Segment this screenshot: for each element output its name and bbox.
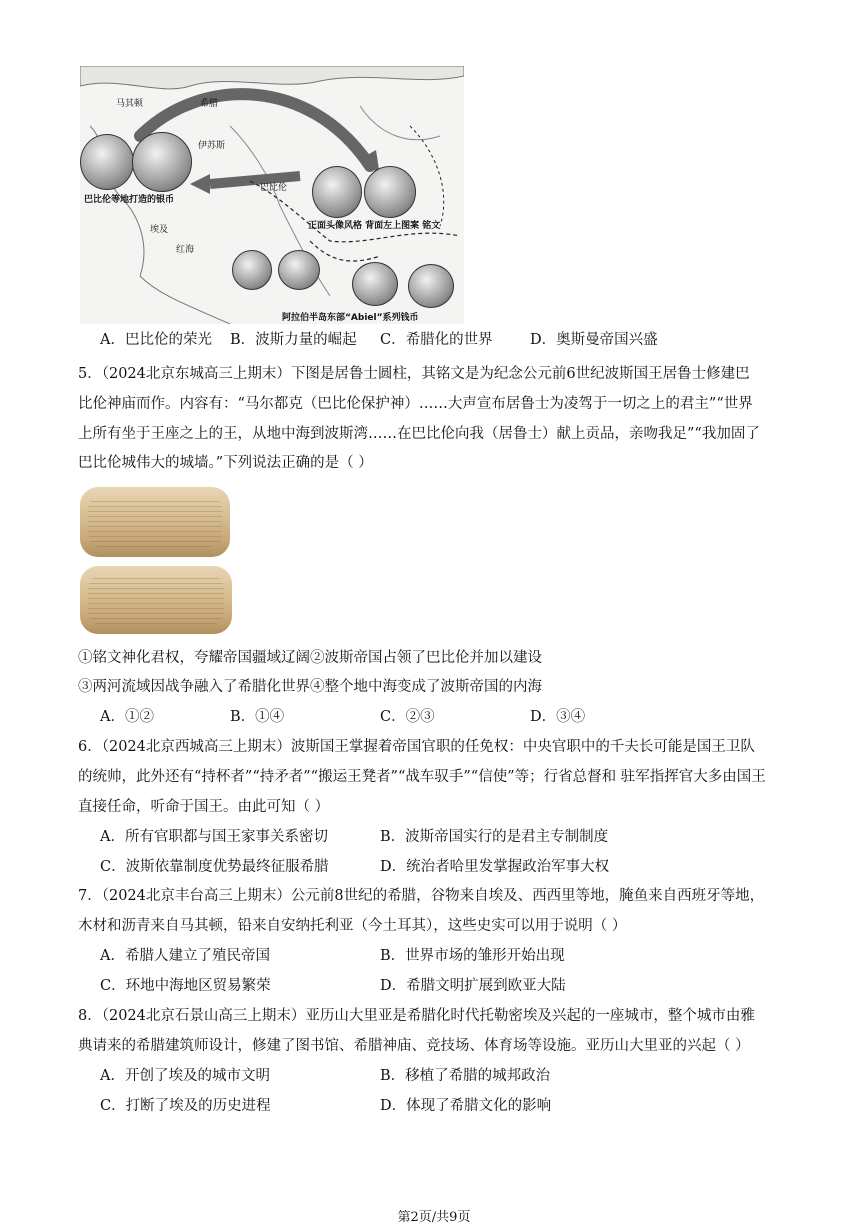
- cyrus-cylinder-top-image: [80, 487, 230, 557]
- q5-option-d: D．③④: [530, 709, 586, 725]
- q8-line-1: 8．（2024北京石景山高三上期末）亚历山大里亚是希腊化时代托勒密埃及兴起的一座城市，整个城市由雅: [78, 1008, 755, 1024]
- q5-line-1: 5．（2024北京东城高三上期末）下图是居鲁士圆柱，其铭文是为纪念公元前6世纪波斯国王居鲁士修建巴: [78, 366, 750, 382]
- persian-greek-coin-map: [80, 66, 464, 324]
- q7-line-1: 7．（2024北京丰台高三上期末）公元前8世纪的希腊，谷物来自埃及、西西里等地，腌鱼来自西班牙等地，: [78, 888, 765, 904]
- map-caption-babylon-coins: 巴比伦等地打造的银币: [84, 195, 175, 205]
- q6-option-c: C．波斯依靠制度优势最终征服希腊: [100, 859, 329, 875]
- coin-abiel-2: [278, 250, 320, 290]
- q5-statement-2: ③两河流域因战争融入了希腊化世界④整个地中海变成了波斯帝国的内海: [78, 679, 542, 695]
- q7-option-b: B．世界市场的雏形开始出现: [380, 948, 565, 964]
- q5-option-a: A．①②: [100, 709, 154, 725]
- q6-line-3: 直接任命，听命于国王。由此可知（ ）: [78, 799, 330, 815]
- q5-line-4: 巴比伦城伟大的城墙。”下列说法正确的是（ ）: [78, 455, 373, 471]
- coin-zeus-seated: [132, 132, 192, 192]
- q5-option-b: B．①④: [230, 709, 285, 725]
- q5-line-3: 上所有坐于王座之上的王，从地中海到波斯湾……在巴比伦向我（居鲁士）献上贡品，亲吻我足”“我加固了: [78, 426, 760, 442]
- q8-option-b: B．移植了希腊的城邦政治: [380, 1068, 551, 1084]
- q5-option-c: C．②③: [380, 709, 435, 725]
- coin-abiel-4: [408, 264, 454, 308]
- q7-line-2: 木材和沥青来自马其顿，铅来自安纳托利亚（今土耳其），这些史实可以用于说明（ ）: [78, 918, 627, 934]
- q7-option-d: D．希腊文明扩展到欧亚大陆: [380, 978, 566, 994]
- map-caption-abiel-coins: 阿拉伯半岛东部“Abiel”系列钱币: [282, 313, 419, 323]
- q4-option-a: A．巴比伦的荣光: [100, 332, 212, 348]
- map-label-issus: 伊苏斯: [198, 141, 226, 151]
- q8-option-a: A．开创了埃及的城市文明: [100, 1068, 270, 1084]
- coin-abiel-3: [352, 262, 398, 306]
- q8-option-c: C．打断了埃及的历史进程: [100, 1098, 271, 1114]
- map-label-babylon: 巴比伦: [260, 183, 288, 193]
- q6-line-2: 的统帅，此外还有“持杯者”“持矛者”“搬运王凳者”“战车驭手”“信使”等；行省总督和 驻军指挥官大多由国王: [78, 769, 766, 785]
- map-caption-coin-parts: 正面头像风格 背面左上图案 铭文: [308, 221, 441, 231]
- coin-back-seated: [364, 166, 416, 218]
- q6-option-b: B．波斯帝国实行的是君主专制制度: [380, 829, 609, 845]
- map-label-macedonia: 马其顿: [116, 99, 144, 109]
- q7-option-c: C．环地中海地区贸易繁荣: [100, 978, 271, 994]
- page-number-footer: 第2页/共9页: [397, 1210, 471, 1225]
- q8-line-2: 典请来的希腊建筑师设计，修建了图书馆、希腊神庙、竞技场、体育场等设施。亚历山大里亚的兴起（ ）: [78, 1038, 750, 1054]
- coin-abiel-1: [232, 250, 272, 290]
- q4-option-c: C．希腊化的世界: [380, 332, 493, 348]
- q6-line-1: 6．（2024北京西城高三上期末）波斯国王掌握着帝国官职的任免权：中央官职中的千夫长可能是国王卫队: [78, 739, 755, 755]
- cyrus-cylinder-bottom-image: [80, 566, 232, 634]
- q4-option-d: D．奥斯曼帝国兴盛: [530, 332, 658, 348]
- q6-option-a: A．所有官职都与国王家事关系密切: [100, 829, 328, 845]
- q8-option-d: D．体现了希腊文化的影响: [380, 1098, 552, 1114]
- q6-option-d: D．统治者哈里发掌握政治军事大权: [380, 859, 610, 875]
- map-label-greece: 希腊: [200, 99, 219, 109]
- q4-option-b: B．波斯力量的崛起: [230, 332, 357, 348]
- q5-statement-1: ①铭文神化君权，夸耀帝国疆域辽阔②波斯帝国占领了巴比伦并加以建设: [78, 650, 542, 666]
- map-label-red-sea: 红海: [176, 245, 195, 255]
- map-label-egypt: 埃及: [150, 225, 169, 235]
- coin-front-head: [312, 166, 362, 218]
- q7-option-a: A．希腊人建立了殖民帝国: [100, 948, 270, 964]
- coin-alexander-head: [80, 134, 134, 190]
- q5-line-2: 比伦神庙而作。内容有：“马尔都克（巴比伦保护神）……大声宣布居鲁士为凌驾于一切之上的君主”“世界: [78, 396, 753, 412]
